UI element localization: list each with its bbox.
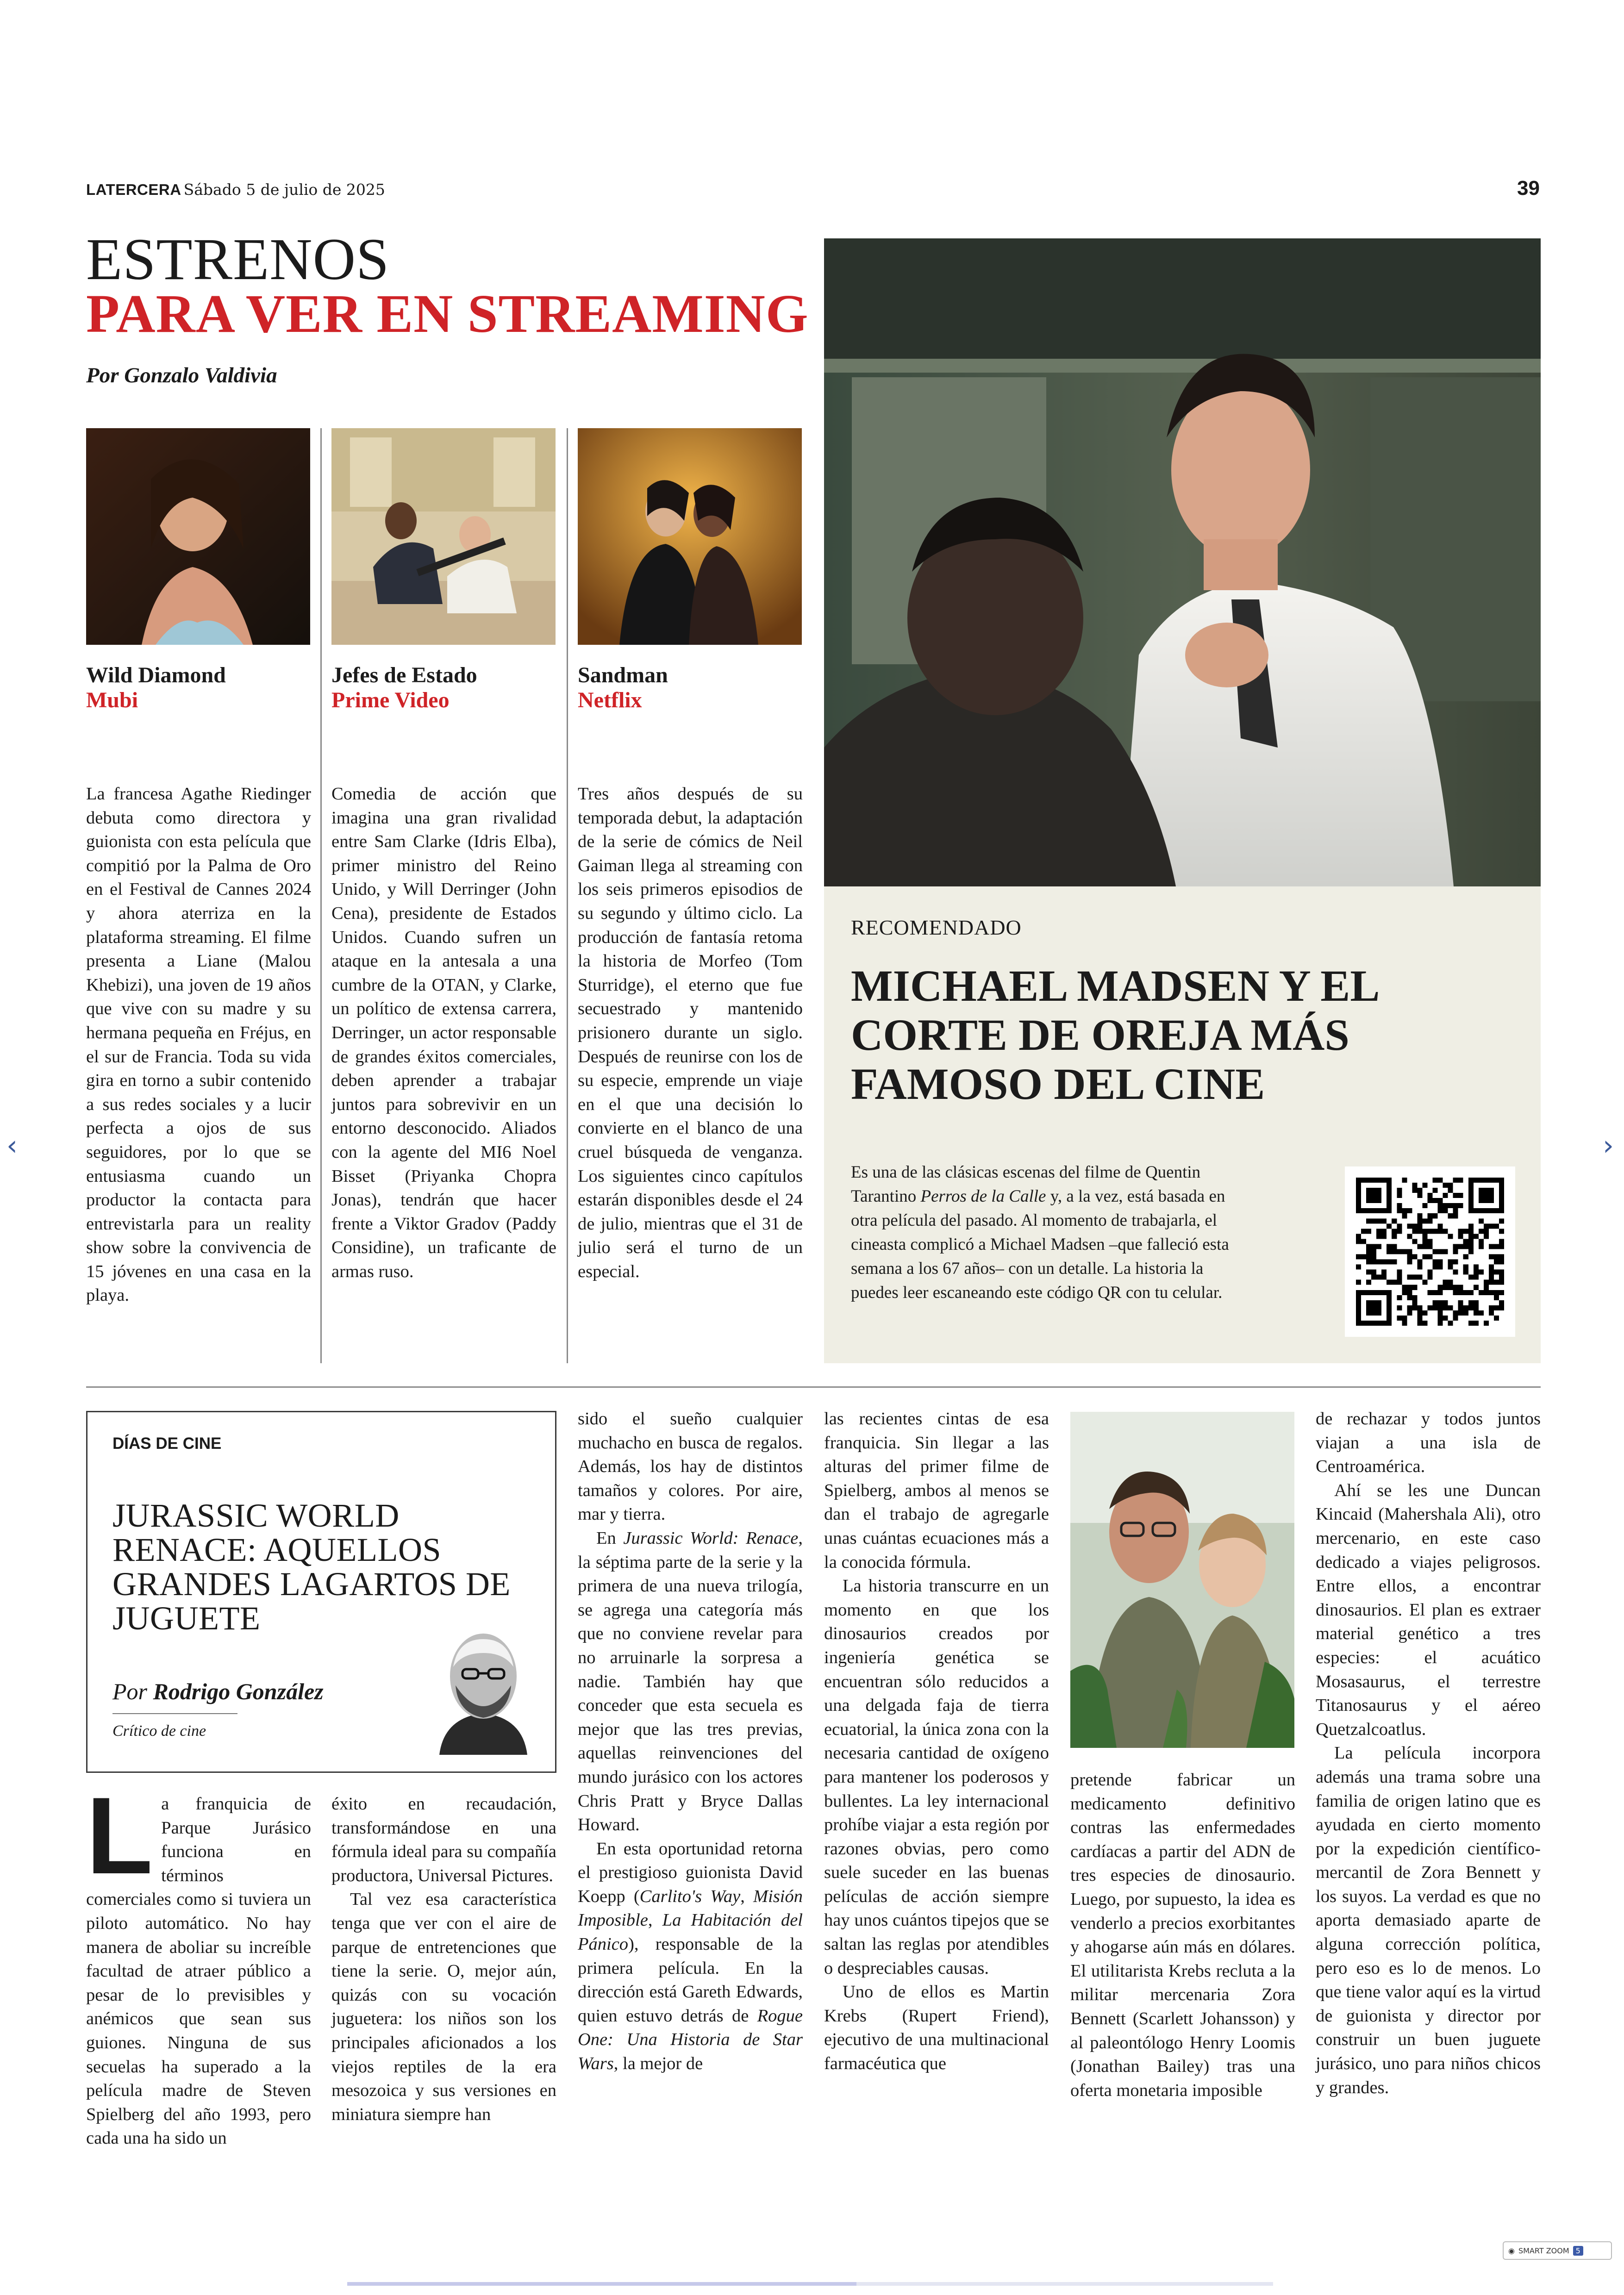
reservoir-dogs-scene	[824, 238, 1541, 886]
issue-date: Sábado 5 de julio de 2025	[183, 181, 385, 199]
card-platform: Netflix	[578, 688, 642, 712]
page-header	[86, 177, 1540, 206]
card-heading-jefes-de-estado	[331, 663, 477, 713]
card-title: Jefes de Estado	[331, 663, 477, 687]
wild-diamond-photo	[86, 428, 310, 645]
jurassic-world-photo	[1070, 1412, 1294, 1748]
page-scroll-thumb[interactable]	[347, 2282, 856, 2286]
jurassic-world-scene	[1070, 1412, 1294, 1748]
newspaper-brand: LATERCERA	[86, 181, 181, 198]
text-run: En	[596, 1528, 624, 1548]
card-title: Wild Diamond	[86, 663, 226, 687]
eye-icon: ◉	[1508, 2246, 1515, 2255]
column-text-3	[578, 1407, 803, 2076]
qr-code-icon	[1356, 1178, 1504, 1326]
column-paragraph: Tal vez esa característica tenga que ver con el aire de parque de entretenciones que tiene la serie. O, mejor aún, quizás con su vocación juguetera: los niños son los principales aficionados a los viejos reptiles de la era mesozoica y sus versiones en miniatura siempre han	[331, 1890, 556, 2124]
column-paragraph: de rechazar y todos juntos viajan a una isla de Centroamérica.	[1316, 1409, 1541, 1477]
column-text-5: pretende fabricar un medicamento definitivo contras las enfermedades cardíacas a partir del ADN de tres especies de dinosaurio. Luego, por supuesto, la idea es venderlo a precios exorbitantes y ahogarse aún más en dólares. El utilitarista Krebs recluta a la militar mercenaria Zora Bennett (Scarlett Johansson) y al paleontólogo Henry Loomis (Jonathan Bailey) tras una oferta monetaria imposible	[1070, 1770, 1295, 2100]
column-divider	[567, 428, 568, 1363]
column-divider	[320, 428, 322, 1363]
column-text-4	[824, 1407, 1049, 2076]
card-heading-sandman	[578, 663, 668, 713]
text-run: ,	[740, 1886, 754, 1906]
author-role: Crítico de cine	[112, 1722, 206, 1740]
author-avatar	[430, 1625, 537, 1755]
smart-zoom-control[interactable]	[1503, 2241, 1612, 2260]
recommended-text-part: y, a la vez, está basada en otra película del pasado. Al momento de trabajarla, el cineasta complicó a Michael Madsen –que falleció esta semana a los 67 años– con un detalle. La historia la puedes leer escaneando este código QR con tu celular.	[851, 1187, 1229, 1302]
column-paragraph: La película incorpora además una trama sobre una familia de origen latino que es ayudada en cierto momento por la expedición científico-mercantil de Zora Bennett y los suyos. La verdad es que no aporta demasiado aparte de alguna corrección política, pero eso es lo de menos. Lo que tiene valor aquí es la virtud de guionista y director por construir un buen juguete jurásico, uno para niños chicos y grandes.	[1316, 1743, 1541, 2097]
drop-cap: L	[86, 1775, 153, 1897]
recommended-label: RECOMENDADO	[851, 916, 1022, 939]
column-paragraph: a franquicia de Parque Jurásico funciona en términos comerciales como si tuviera un piloto automático. No hay manera de aboliar su increíble facultad de atraer público a pesar de lo previsibles y anémicos que sean sus guiones. Ninguna de sus secuelas ha superado a la película madre de Steven Spielberg del año 1993, pero cada una ha sido un	[86, 1794, 311, 2148]
column-paragraph: La historia transcurre en un momento en que los dinosaurios creados por ingeniería genética se encuentran sólo reducidos a una delgada faja de tierra ecuatorial, la única zona con la necesaria cantidad de oxígeno para mantener los poderosos y bullentes. La ley internacional prohíbe viajar a esta región por razones obvias, pero como suele suceder en las buenas películas de acción siempre hay unos cuántos tipejos que se saltan las reglas por atendibles o despreciables causas.	[824, 1576, 1049, 1978]
column-paragraph: sido el sueño cualquier muchacho en busca de regalos. Además, los hay de distintos tamaños y colores. Por aire, mar y tierra.	[578, 1409, 803, 1524]
recommended-text-part: Es una de las clásicas escenas del filme de Quentin Tarantino	[851, 1163, 1201, 1206]
column-header-box	[86, 1411, 556, 1773]
column-paragraph: las recientes cintas de esa franquicia. Sin llegar a las alturas del primer filme de Spielberg, ambos al menos se dan el trabajo de agregarle unas cuántas ecuaciones más a la conocida fórmula.	[824, 1409, 1049, 1572]
film-title: Misión Imposible	[578, 1886, 803, 1930]
zoom-badge: 5	[1573, 2246, 1583, 2256]
recommended-text	[851, 1160, 1249, 1305]
card-text-jefes-de-estado: Comedia de acción que imagina una gran rivalidad entre Sam Clarke (Idris Elba), primer ministro del Reino Unido, y Will Derringer (John Cena), presidente de Estados Unidos. Cuando sufren un ataque en la antesala a una cumbre de la OTAN, y Clarke, un político de extensa carrera, Derringer, un actor responsable de grandes éxitos comerciales, deben aprender a trabajar juntos para sobrevivir en un entorno desconocido. Aliados con la agente del MI6 Noel Bisset (Priyanka Chopra Jonas), tendrán que hacer frente a Viktor Gradov (Paddy Considine), un traficante de armas ruso.	[331, 784, 556, 1281]
thumb-wild-diamond	[86, 428, 310, 645]
smart-zoom-label: SMART ZOOM	[1518, 2246, 1569, 2255]
card-platform: Prime Video	[331, 688, 450, 712]
text-run: , la séptima parte de la serie y la primera de una nueva trilogía, se agrega una categoría más que no conviene revelar para no arruinarle la sorpresa a nadie. También hay que conceder que esta secuela es mejor que las tres previas, aquellas reinvenciones del mundo jurásico con los actores Chris Pratt y Bryce Dallas Howard.	[578, 1528, 803, 1835]
text-run: , la mejor de	[613, 2054, 703, 2074]
sandman-photo	[578, 428, 802, 645]
card-title: Sandman	[578, 663, 668, 687]
text-run: En esta oportunidad retorna el prestigioso guionista David Koepp (	[578, 1839, 803, 1906]
thumb-jefes-de-estado	[331, 428, 556, 645]
qr-code[interactable]	[1345, 1166, 1515, 1337]
film-title: Rogue One: Una Historia de Star Wars	[578, 2006, 803, 2074]
thumb-sandman	[578, 428, 802, 645]
author-role-rule	[112, 1713, 237, 1714]
section-title: ESTRENOS	[86, 226, 390, 292]
column-paragraph: Ahí se les une Duncan Kincaid (Mahershala Ali), otro mercenario, en este caso dedicado a viajes peligrosos. Entre ellos, a encontrar dinosaurios. El plan es extraer material genético a tres especies: el acuático Mosasaurus, el terrestre Titanosaurus y el aéreo Quetzalcoatlus.	[1316, 1480, 1541, 1739]
page-number: 39	[1517, 177, 1540, 200]
next-page-arrow-icon[interactable]: ›	[1603, 1129, 1614, 1162]
text-run: ,	[648, 1910, 662, 1930]
column-paragraph	[578, 1837, 803, 2076]
card-text-sandman: Tres años después de su temporada debut, la adaptación de la serie de cómics de Neil Gaiman llega al streaming con los seis primeros episodios de su segundo y último ciclo. La producción de fantasía retoma la historia de Morfeo (Tom Sturridge), el eterno que fue secuestrado y mantenido prisionero durante un siglo. Después de reunirse con los de su especie, emprende un viaje en el que una decisión lo convierte en el blanco de una cruel búsqueda de venganza. Los siguientes cinco capítulos estarán disponibles desde el 24 de julio, mientras que el 31 de julio será el turno de un especial.	[578, 784, 803, 1281]
recommended-film-title: Perros de la Calle	[920, 1187, 1046, 1206]
author-name: Rodrigo González	[153, 1678, 324, 1704]
column-paragraph: éxito en recaudación, transformándose en una fórmula ideal para su compañía productora, Universal Pictures.	[331, 1794, 556, 1885]
film-title: La Habitación del Pánico	[578, 1910, 803, 1954]
section-byline: Por Gonzalo Valdivia	[86, 363, 277, 387]
reservoir-dogs-photo	[824, 238, 1541, 886]
column-paragraph	[578, 1527, 803, 1837]
text-run: ), responsable de la primera película. En la dirección está Gareth Edwards, quien estuvo detrás de	[578, 1934, 803, 2026]
page-scroll-track[interactable]	[347, 2282, 1273, 2286]
section-divider	[86, 1386, 1541, 1388]
column-text-2	[331, 1792, 556, 2127]
jefes-de-estado-photo	[331, 428, 556, 645]
section-subtitle: PARA VER EN STREAMING	[86, 283, 809, 344]
column-text-6	[1316, 1407, 1541, 2100]
column-label: DÍAS DE CINE	[112, 1434, 222, 1453]
film-title: Carlito's Way	[639, 1886, 741, 1906]
card-heading-wild-diamond	[86, 663, 226, 713]
recommended-title: MICHAEL MADSEN Y EL CORTE DE OREJA MÁS FAMOSO DEL CINE	[851, 961, 1378, 1109]
author-prefix: Por	[112, 1678, 147, 1704]
author-portrait-icon	[430, 1625, 537, 1755]
column-author	[112, 1678, 324, 1705]
column-paragraph: Uno de ellos es Martin Krebs (Rupert Friend), ejecutivo de una multinacional farmacéutica que	[824, 1982, 1049, 2074]
column-text-1	[86, 1775, 311, 2151]
prev-page-arrow-icon[interactable]: ‹	[6, 1129, 18, 1162]
recommended-box	[824, 886, 1541, 1363]
card-platform: Mubi	[86, 688, 138, 712]
column-title: JURASSIC WORLD RENACE: AQUELLOS GRANDES LAGARTOS DE JUGUETE	[112, 1497, 511, 1637]
card-text-wild-diamond: La francesa Agathe Riedinger debuta como directora y guionista con esta película que compitió por la Palma de Oro en el Festival de Cannes 2024 y ahora aterriza en la plataforma streaming. El filme presenta a Liane (Malou Khebizi), una joven de 19 años que vive con su madre y su hermana pequeña en Fréjus, en el sur de Francia. Toda su vida gira en torno a subir contenido a sus redes sociales y a lucir perfecta a ojos de sus seguidores, por lo que se entusiasma cuando un productor la contacta para entrevistarla para un reality show sobre la convivencia de 15 jóvenes en una casa en la playa.	[86, 784, 311, 1305]
film-title: Jurassic World: Renace	[623, 1528, 799, 1548]
